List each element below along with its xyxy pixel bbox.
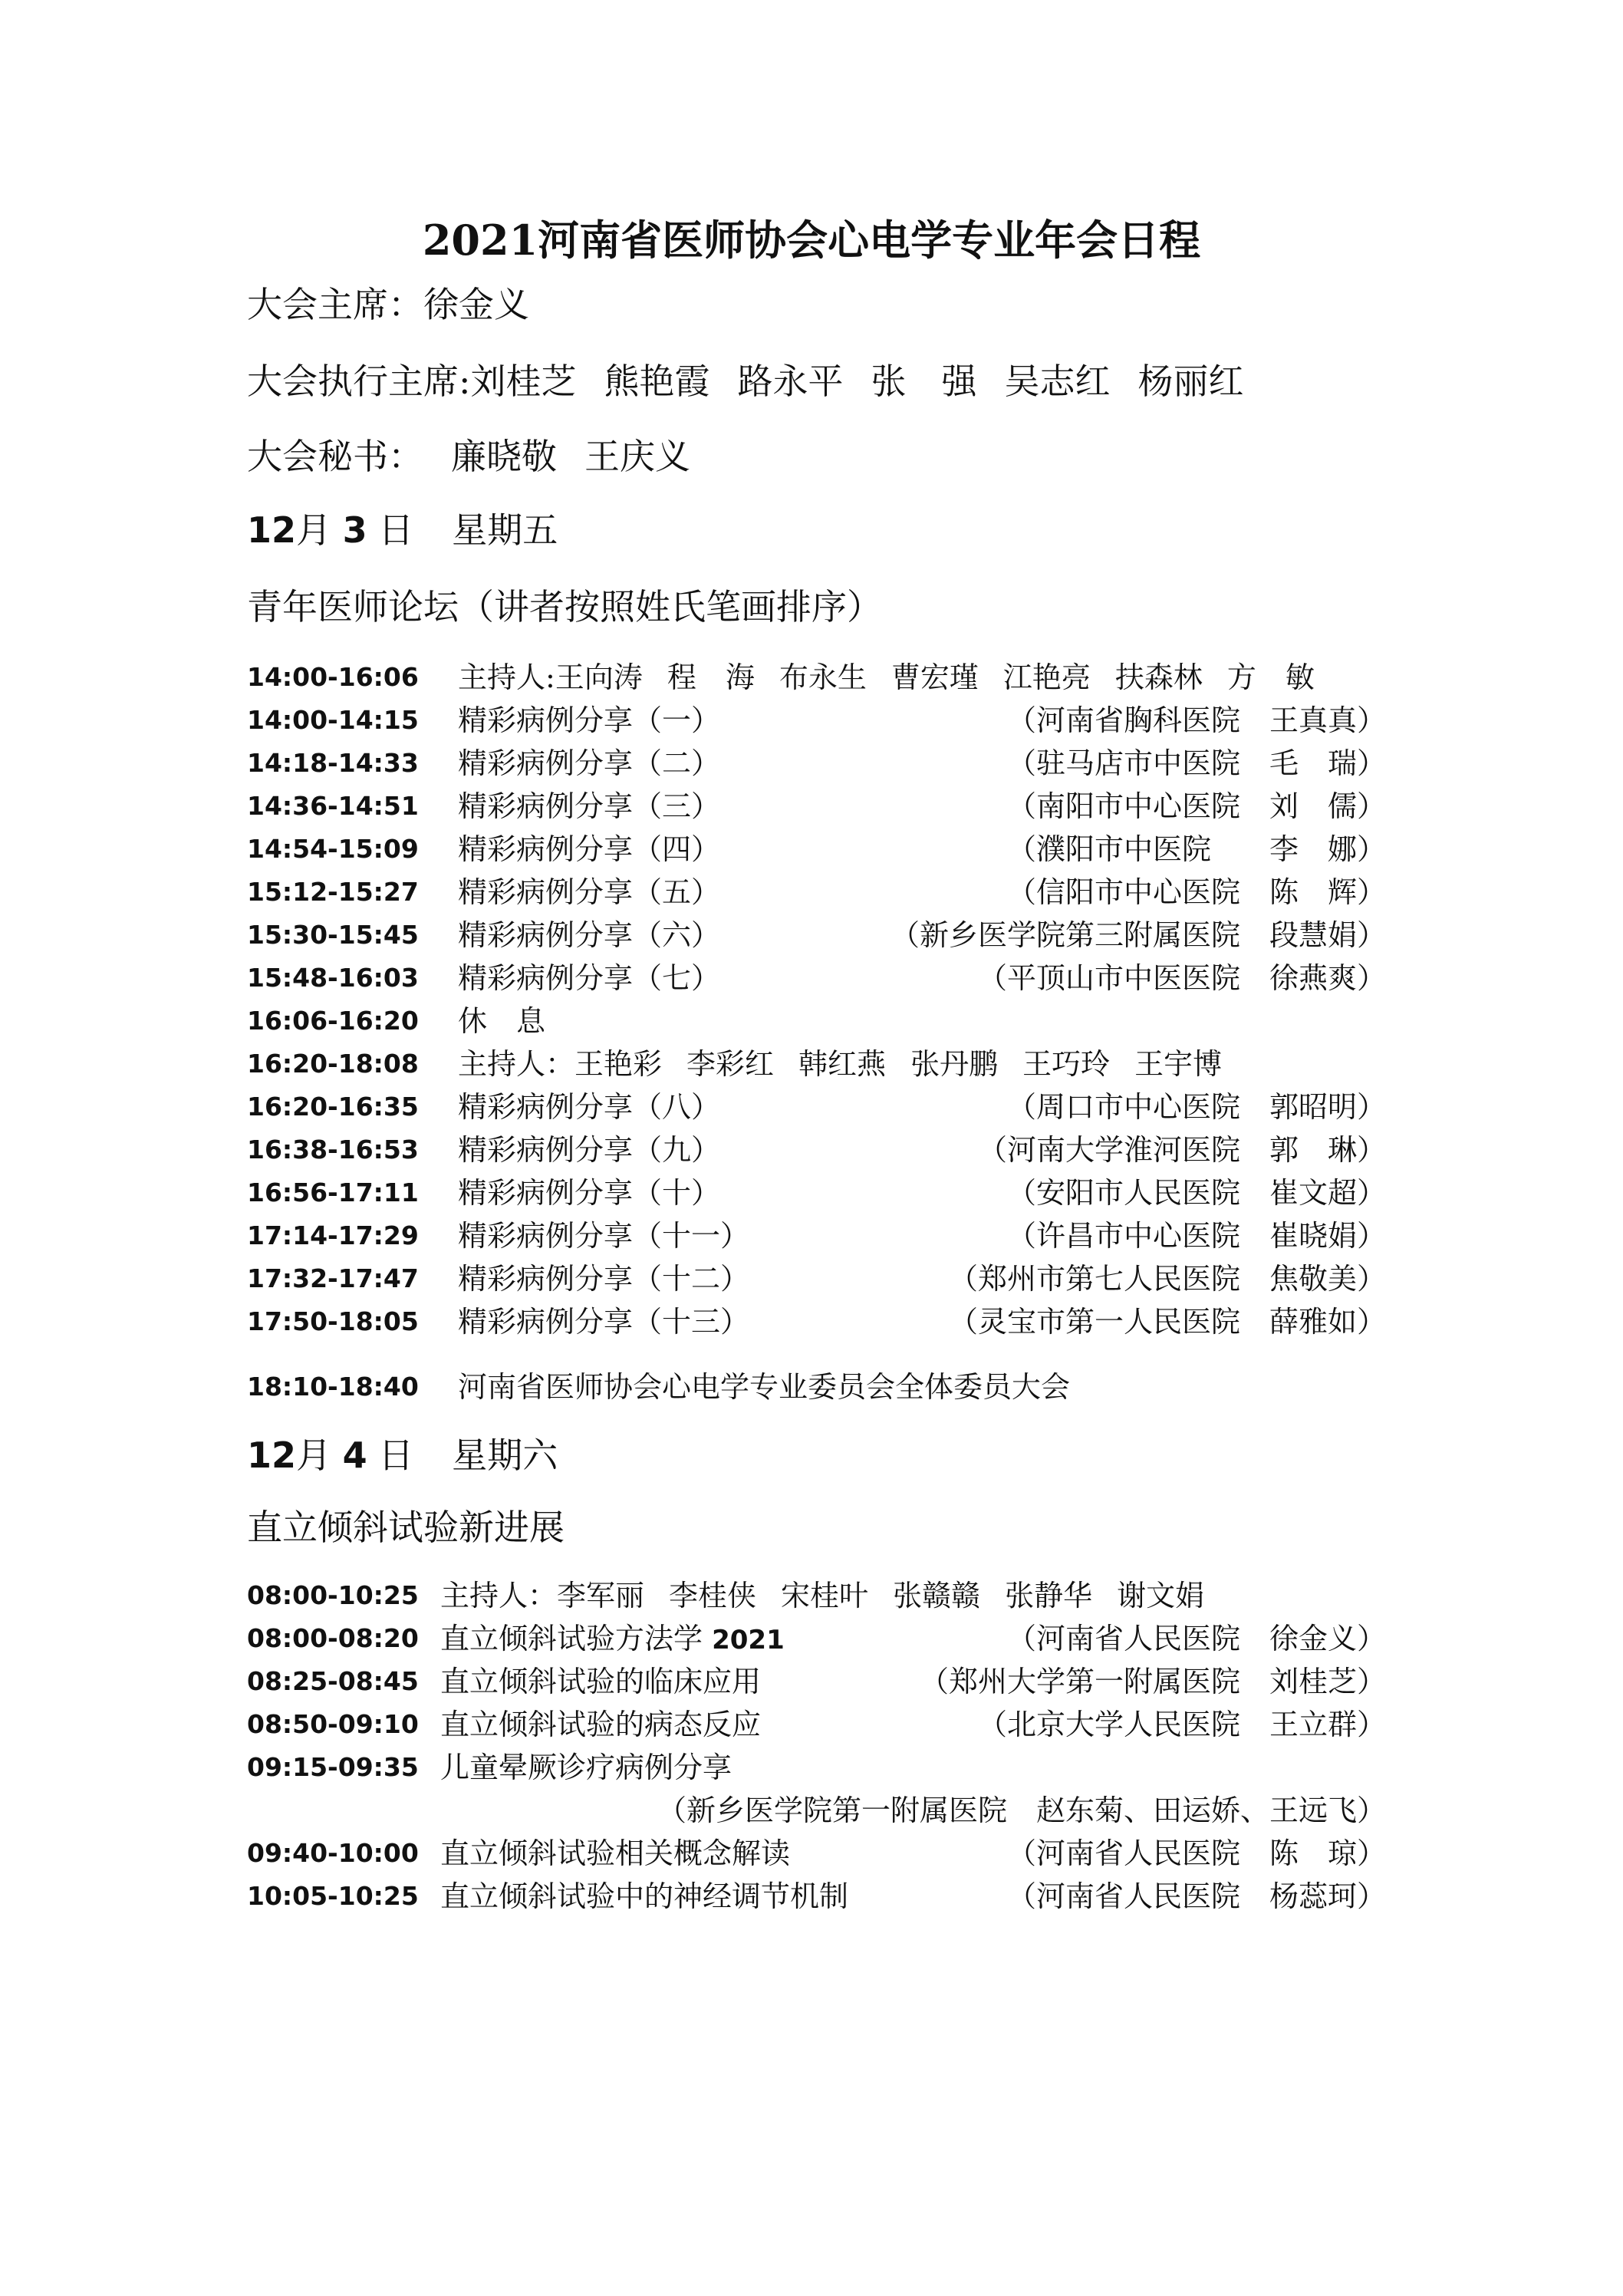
time-slot: 08:00-08:20: [247, 1623, 419, 1653]
day1-day-char: 日: [378, 509, 414, 551]
schedule-row: [247, 1043, 1386, 1085]
schedule-row: [247, 1000, 1386, 1043]
host-name: 布永生: [779, 660, 867, 694]
schedule-row-continuation: [247, 1789, 1386, 1832]
time-slot: 14:18-14:33: [247, 748, 419, 778]
speaker-affiliation: （平顶山市中医医院 徐燕爽）: [977, 961, 1386, 995]
break-label: 休 息: [458, 1004, 546, 1038]
host-name: 李彩红: [686, 1047, 775, 1081]
schedule-row: [247, 1875, 1386, 1918]
hosts-label: 主持人:: [458, 660, 555, 694]
session-title: 儿童晕厥诊疗病例分享: [440, 1751, 732, 1784]
time-slot: 15:48-16:03: [247, 963, 419, 993]
host-name: 扶森林: [1114, 660, 1203, 694]
speaker-affiliation: （许昌市中心医院 崔晓娟）: [1006, 1219, 1386, 1253]
day2-month-number: 12: [247, 1435, 297, 1476]
day1-month-char: 月: [296, 509, 332, 551]
session-title-text: 直立倾斜试验方法学: [440, 1622, 703, 1655]
session-title-year: 2021: [712, 1625, 785, 1655]
day1-day-number: 3: [342, 509, 367, 551]
schedule-row: [247, 1574, 1386, 1617]
day1-weekday: 星期五: [452, 509, 558, 551]
speaker-affiliation: （河南省人民医院 杨蕊珂）: [1006, 1879, 1386, 1913]
host-name: 张静华: [1005, 1579, 1093, 1612]
time-slot: 14:54-15:09: [247, 834, 419, 864]
session-title: 直立倾斜试验中的神经调节机制: [440, 1879, 849, 1913]
time-slot: 08:00-10:25: [247, 1580, 419, 1610]
time-slot: 16:20-16:35: [247, 1092, 419, 1122]
schedule-row: [247, 1128, 1386, 1171]
time-slot: 14:36-14:51: [247, 791, 419, 821]
committee-meeting-row: [247, 1365, 1386, 1408]
host-name: 方 敏: [1226, 660, 1315, 694]
hosts-label: 主持人：: [458, 1047, 575, 1081]
time-slot: 09:40-10:00: [247, 1838, 419, 1868]
schedule-row: [247, 871, 1386, 914]
host-name: 李桂侠: [669, 1579, 757, 1612]
speaker-affiliation: （濮阳市中医院 李 娜）: [1006, 832, 1386, 866]
hosts-line: [440, 1574, 1204, 1617]
host-name: 程 海: [667, 660, 755, 694]
chair-name: 徐金义: [423, 284, 529, 325]
speaker-affiliation: （新乡医学院第三附属医院 段慧娟）: [890, 918, 1386, 952]
hosts-label: 主持人：: [440, 1579, 558, 1612]
chair-label: 大会主席：: [247, 284, 423, 325]
exec-chair-name: 路永平: [737, 361, 844, 402]
session-title: 精彩病例分享（五）: [458, 875, 721, 909]
hosts-line: [458, 1043, 1222, 1085]
speaker-affiliation: （河南省人民医院 徐金义）: [1006, 1622, 1386, 1655]
time-slot: 10:05-10:25: [247, 1881, 419, 1911]
host-name: 江艳亮: [1002, 660, 1091, 694]
session-title: 精彩病例分享（七）: [458, 961, 721, 995]
time-slot: 14:00-14:15: [247, 705, 419, 735]
exec-chair-name: 张 强: [871, 361, 977, 402]
schedule-row: [247, 1300, 1386, 1343]
day2-month-char: 月: [296, 1435, 332, 1476]
host-name: 韩红燕: [798, 1047, 887, 1081]
speaker-affiliation: （郑州市第七人民医院 焦敬美）: [948, 1262, 1386, 1296]
page-title: 2021河南省医师协会心电学专业年会日程: [422, 216, 1201, 265]
speaker-affiliation: （安阳市人民医院 崔文超）: [1006, 1176, 1386, 1210]
time-slot: 17:14-17:29: [247, 1220, 419, 1250]
schedule-row: [247, 957, 1386, 1000]
speaker-affiliation: （驻马店市中医院 毛 瑞）: [1006, 746, 1386, 780]
time-slot: 14:00-16:06: [247, 662, 419, 692]
session-title: [440, 1617, 785, 1662]
session-title: 精彩病例分享（六）: [458, 918, 721, 952]
schedule-row: [247, 828, 1386, 871]
exec-chair-name: 刘桂芝: [470, 361, 577, 402]
schedule-row: [247, 785, 1386, 828]
speaker-affiliation: （河南大学淮河医院 郭 琳）: [977, 1133, 1386, 1167]
session-title: 直立倾斜试验的病态反应: [440, 1708, 762, 1741]
exec-chairs-line: [247, 354, 1244, 408]
host-name: 谢文娟: [1117, 1579, 1205, 1612]
session-title: 直立倾斜试验相关概念解读: [440, 1836, 791, 1870]
secretary-name: 廉晓敬: [451, 436, 557, 477]
time-slot: 09:15-09:35: [247, 1752, 419, 1782]
exec-chair-name: 杨丽红: [1137, 361, 1244, 402]
speaker-affiliation: （河南省胸科医院 王真真）: [1006, 703, 1386, 737]
secretary-name: 王庆义: [584, 436, 690, 477]
schedule-row: [247, 1660, 1386, 1703]
time-slot: 16:20-18:08: [247, 1049, 419, 1079]
speaker-affiliation: （北京大学人民医院 王立群）: [977, 1708, 1386, 1741]
host-name: 张赣赣: [893, 1579, 981, 1612]
speaker-affiliation: （河南省人民医院 陈 琼）: [1006, 1836, 1386, 1870]
meeting-title: 河南省医师协会心电学专业委员会全体委员大会: [458, 1370, 1071, 1404]
day1-month-number: 12: [247, 509, 297, 551]
day2-day-char: 日: [378, 1435, 414, 1476]
time-slot: 18:10-18:40: [247, 1372, 419, 1402]
host-name: 宋桂叶: [781, 1579, 869, 1612]
schedule-row: [247, 1171, 1386, 1214]
session-title: 直立倾斜试验的临床应用: [440, 1665, 762, 1698]
day2-weekday: 星期六: [452, 1435, 558, 1476]
session-title: 精彩病例分享（十一）: [458, 1219, 750, 1253]
schedule-row: [247, 742, 1386, 785]
speaker-affiliation: （信阳市中心医院 陈 辉）: [1006, 875, 1386, 909]
day2-date-heading: [247, 1428, 558, 1482]
host-name: 王艳彩: [574, 1047, 663, 1081]
hosts-line: [458, 656, 1315, 699]
time-slot: 15:12-15:27: [247, 877, 419, 907]
chair-line: [247, 278, 529, 331]
day1-date-heading: [247, 503, 558, 557]
time-slot: 08:50-09:10: [247, 1709, 419, 1739]
schedule-row: [247, 1703, 1386, 1746]
time-slot: 15:30-15:45: [247, 920, 419, 950]
schedule-row: [247, 1257, 1386, 1300]
schedule-row: [247, 1832, 1386, 1875]
day1-section-title: 青年医师论坛（讲者按照姓氏笔画排序）: [247, 586, 882, 628]
schedule-row: [247, 699, 1386, 742]
host-name: 张丹鹏: [910, 1047, 999, 1081]
time-slot: 17:50-18:05: [247, 1306, 419, 1336]
secretaries-line: [247, 430, 690, 483]
host-name: 曹宏瑾: [891, 660, 979, 694]
host-name: 王宇博: [1134, 1047, 1223, 1081]
exec-chair-name: 吴志红: [1004, 361, 1111, 402]
exec-chair-name: 熊艳霞: [604, 361, 710, 402]
session-title: 精彩病例分享（一）: [458, 703, 721, 737]
day2-day-number: 4: [342, 1435, 367, 1476]
session-title: 精彩病例分享（十二）: [458, 1262, 750, 1296]
day2-section-title: 直立倾斜试验新进展: [247, 1507, 565, 1548]
time-slot: 16:56-17:11: [247, 1178, 419, 1207]
session-title: 精彩病例分享（二）: [458, 746, 721, 780]
schedule-row: [247, 1746, 1386, 1789]
speaker-affiliation: （灵宝市第一人民医院 薛雅如）: [948, 1305, 1386, 1339]
host-name: 王向涛: [555, 660, 643, 694]
time-slot: 16:38-16:53: [247, 1135, 419, 1164]
exec-chairs-label: 大会执行主席:: [247, 361, 471, 402]
session-title: 精彩病例分享（九）: [458, 1133, 721, 1167]
schedule-row: [247, 914, 1386, 957]
secretaries-label: 大会秘书：: [247, 436, 423, 477]
time-slot: 17:32-17:47: [247, 1263, 419, 1293]
speaker-affiliation: （郑州大学第一附属医院 刘桂芝）: [919, 1665, 1386, 1698]
speaker-affiliation: （新乡医学院第一附属医院 赵东菊、田运娇、王远飞）: [657, 1794, 1386, 1827]
time-slot: 08:25-08:45: [247, 1666, 419, 1696]
schedule-row: [247, 1617, 1386, 1660]
host-name: 王巧玲: [1022, 1047, 1111, 1081]
schedule-row: [247, 1214, 1386, 1257]
time-slot: 16:06-16:20: [247, 1006, 419, 1036]
speaker-affiliation: （南阳市中心医院 刘 儒）: [1006, 789, 1386, 823]
session-title: 精彩病例分享（十）: [458, 1176, 721, 1210]
session-title: 精彩病例分享（四）: [458, 832, 721, 866]
schedule-row: [247, 656, 1386, 699]
host-name: 李军丽: [557, 1579, 645, 1612]
schedule-row: [247, 1085, 1386, 1128]
speaker-affiliation: （周口市中心医院 郭昭明）: [1006, 1090, 1386, 1124]
session-title: 精彩病例分享（八）: [458, 1090, 721, 1124]
session-title: 精彩病例分享（十三）: [458, 1305, 750, 1339]
session-title: 精彩病例分享（三）: [458, 789, 721, 823]
